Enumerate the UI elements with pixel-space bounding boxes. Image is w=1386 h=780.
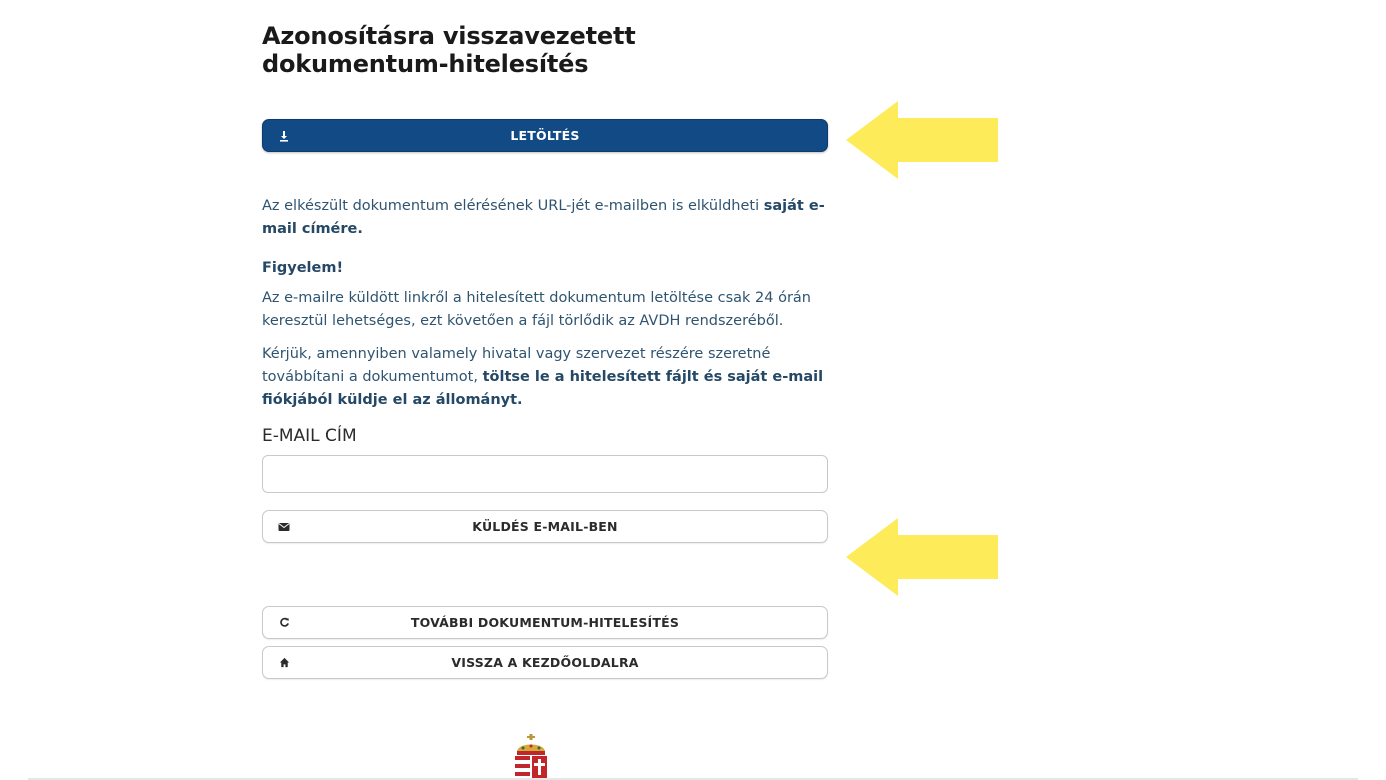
- warning-text-1: Az e-mailre küldött linkről a hitelesített dokumentum letöltése csak 24 órán keresztül lehetséges, ezt követően a fájl törlődik az AVDH rendszeréből.: [262, 290, 811, 329]
- email-field[interactable]: [262, 455, 828, 493]
- more-authentication-button-label: TOVÁBBI DOKUMENTUM-HITELESÍTÉS: [410, 615, 680, 630]
- arrow-left-icon: [846, 518, 998, 596]
- main-content: [262, 22, 828, 679]
- send-email-button-label: KÜLDÉS E-MAIL-BEN: [472, 519, 618, 534]
- email-field-label: E-MAIL CÍM: [262, 426, 357, 446]
- download-icon: [277, 129, 291, 143]
- arrow-left-icon: [846, 101, 998, 179]
- refresh-icon: [277, 616, 291, 630]
- envelope-icon: [277, 520, 291, 534]
- email-info-plain: Az elkészült dokumentum elérésének URL-jét e-mailben is elküldheti: [262, 198, 764, 214]
- email-info-text: [262, 195, 828, 241]
- warning-text-2-bold: töltse le a hitelesített fájlt és saját e-mail fiókjából küldje el az állományt.: [262, 369, 824, 408]
- warning-text-2: [262, 343, 828, 412]
- back-home-button[interactable]: [262, 646, 828, 679]
- send-email-button[interactable]: [262, 510, 828, 543]
- more-authentication-button[interactable]: [262, 606, 828, 639]
- download-button[interactable]: [262, 119, 828, 152]
- home-icon: [277, 656, 291, 670]
- warning-title: Figyelem!: [262, 260, 344, 276]
- page-title: Azonosításra visszavezetett dokumentum-hitelesítés: [262, 22, 636, 78]
- back-home-button-label: VISSZA A KEZDŐOLDALRA: [451, 655, 639, 670]
- coat-of-arms-icon: [513, 734, 549, 780]
- warning-text-2-plain: Kérjük, amennyiben valamely hivatal vagy szervezet részére szeretné továbbítani a dokumentumot,: [262, 346, 771, 385]
- email-info-bold: saját e-mail címére.: [262, 198, 825, 237]
- download-button-label: LETÖLTÉS: [510, 128, 580, 143]
